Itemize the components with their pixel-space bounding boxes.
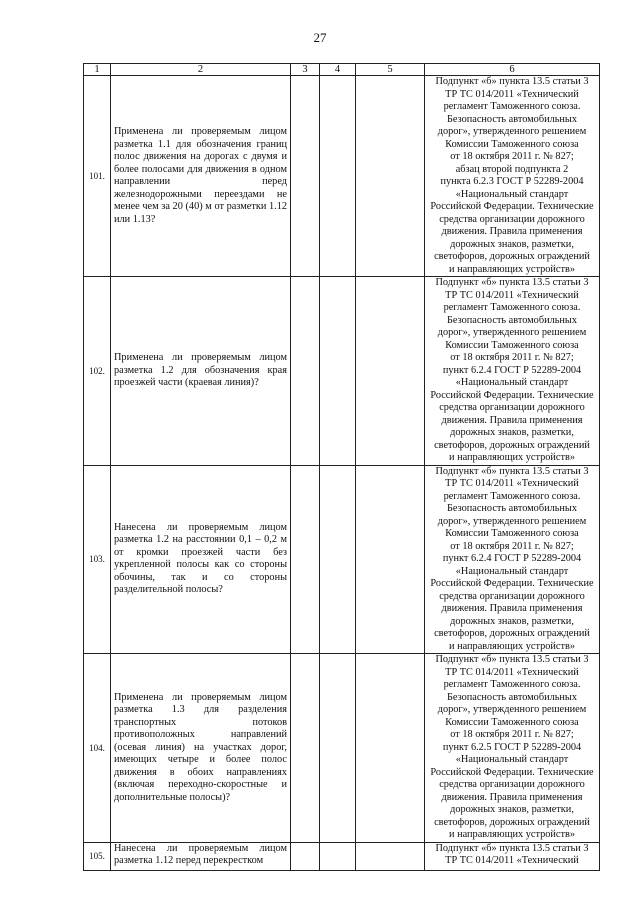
answer-cell xyxy=(320,277,356,466)
answer-cell xyxy=(320,842,356,870)
answer-cell xyxy=(291,465,320,654)
row-number: 102. xyxy=(84,277,111,466)
answer-cell xyxy=(320,654,356,843)
answer-cell xyxy=(356,465,425,654)
table-row xyxy=(84,465,600,654)
legal-basis-cell xyxy=(425,76,600,277)
answer-cell xyxy=(291,277,320,466)
table-row xyxy=(84,842,600,870)
question-text: Применена ли проверяемым лицом разметка 1.2 для обозначения края проезжей части (краевая линия)? xyxy=(111,277,291,466)
answer-cell xyxy=(320,76,356,277)
table-row xyxy=(84,277,600,466)
column-number: 5 xyxy=(356,64,425,76)
column-number: 6 xyxy=(425,64,600,76)
row-number: 103. xyxy=(84,465,111,654)
column-number: 1 xyxy=(84,64,111,76)
table-row xyxy=(84,76,600,277)
answer-cell xyxy=(356,277,425,466)
answer-cell xyxy=(291,654,320,843)
answer-cell xyxy=(356,654,425,843)
column-number: 3 xyxy=(291,64,320,76)
legal-basis-text: Подпункт «б» пункта 13.5 статьи 3 ТР ТС 014/2011 «Технический xyxy=(435,842,589,866)
answer-cell xyxy=(356,76,425,277)
legal-basis-cell xyxy=(425,465,600,654)
legal-basis-text: Подпункт «б» пункта 13.5 статьи 3 ТР ТС 014/2011 «Технический регламент Таможенного союза. Безопасность автомобильных дорог», утвержденного решением Комиссии Таможенного союза от 18 октября 2011 г. № 827; абзац второй подпункта 2 пункта 6.2.3 ГОСТ Р 52289-2004 «Национальный стандарт Российской Федерации. Технические средства организации дорожного движения. Правила применения дорожных знаков, разметки, светофоров, дорожных ограждений и направляющих устройств» xyxy=(430,76,594,275)
row-number: 105. xyxy=(84,842,111,870)
legal-basis-text: Подпункт «б» пункта 13.5 статьи 3 ТР ТС 014/2011 «Технический регламент Таможенного союза. Безопасность автомобильных дорог», утвержденного решением Комиссии Таможенного союза от 18 октября 2011 г. № 827; пункт 6.2.5 ГОСТ Р 52289-2004 «Национальный стандарт Российской Федерации. Технические средства организации дорожного движения. Правила применения дорожных знаков, разметки, светофоров, дорожных ограждений и направляющих устройств» xyxy=(430,654,594,840)
checklist-table xyxy=(83,63,600,871)
column-number-row xyxy=(84,64,600,76)
column-number: 2 xyxy=(111,64,291,76)
answer-cell xyxy=(356,842,425,870)
table-row xyxy=(84,654,600,843)
answer-cell xyxy=(320,465,356,654)
legal-basis-cell xyxy=(425,654,600,843)
page-number: 27 xyxy=(313,30,327,45)
question-text: Применена ли проверяемым лицом разметка 1.1 для обозначения границ полос движения на дорогах с двумя и более полосами для движения в одном направлении перед железнодорожными переездами не менее чем за 20 (40) м от разметки 1.12 или 1.13? xyxy=(111,76,291,277)
row-number: 104. xyxy=(84,654,111,843)
legal-basis-text: Подпункт «б» пункта 13.5 статьи 3 ТР ТС 014/2011 «Технический регламент Таможенного союза. Безопасность автомобильных дорог», утвержденного решением Комиссии Таможенного союза от 18 октября 2011 г. № 827; пункт 6.2.4 ГОСТ Р 52289-2004 «Национальный стандарт Российской Федерации. Технические средства организации дорожного движения. Правила применения дорожных знаков, разметки, светофоров, дорожных ограждений и направляющих устройств» xyxy=(430,277,594,463)
question-text: Нанесена ли проверяемым лицом разметка 1.12 перед перекрестком xyxy=(111,842,291,870)
legal-basis-cell xyxy=(425,277,600,466)
question-text: Применена ли проверяемым лицом разметка 1.3 для разделения транспортных потоков противоположных направлений (осевая линия) на участках дорог, имеющих четыре и более полос движения в обоих направлениях (включая переходно-скоростные и дополнительные полосы)? xyxy=(111,654,291,843)
legal-basis-text: Подпункт «б» пункта 13.5 статьи 3 ТР ТС 014/2011 «Технический регламент Таможенного союза. Безопасность автомобильных дорог», утвержденного решением Комиссии Таможенного союза от 18 октября 2011 г. № 827; пункт 6.2.4 ГОСТ Р 52289-2004 «Национальный стандарт Российской Федерации. Технические средства организации дорожного движения. Правила применения дорожных знаков, разметки, светофоров, дорожных ограждений и направляющих устройств» xyxy=(430,465,594,652)
legal-basis-cell xyxy=(425,842,600,870)
column-number: 4 xyxy=(320,64,356,76)
answer-cell xyxy=(291,842,320,870)
row-number: 101. xyxy=(84,76,111,277)
answer-cell xyxy=(291,76,320,277)
question-text: Нанесена ли проверяемым лицом разметка 1.2 на расстоянии 0,1 – 0,2 м от кромки проезжей части без укрепленной полосы как со стороны обочины, так и со стороны разделительной полосы? xyxy=(111,465,291,654)
